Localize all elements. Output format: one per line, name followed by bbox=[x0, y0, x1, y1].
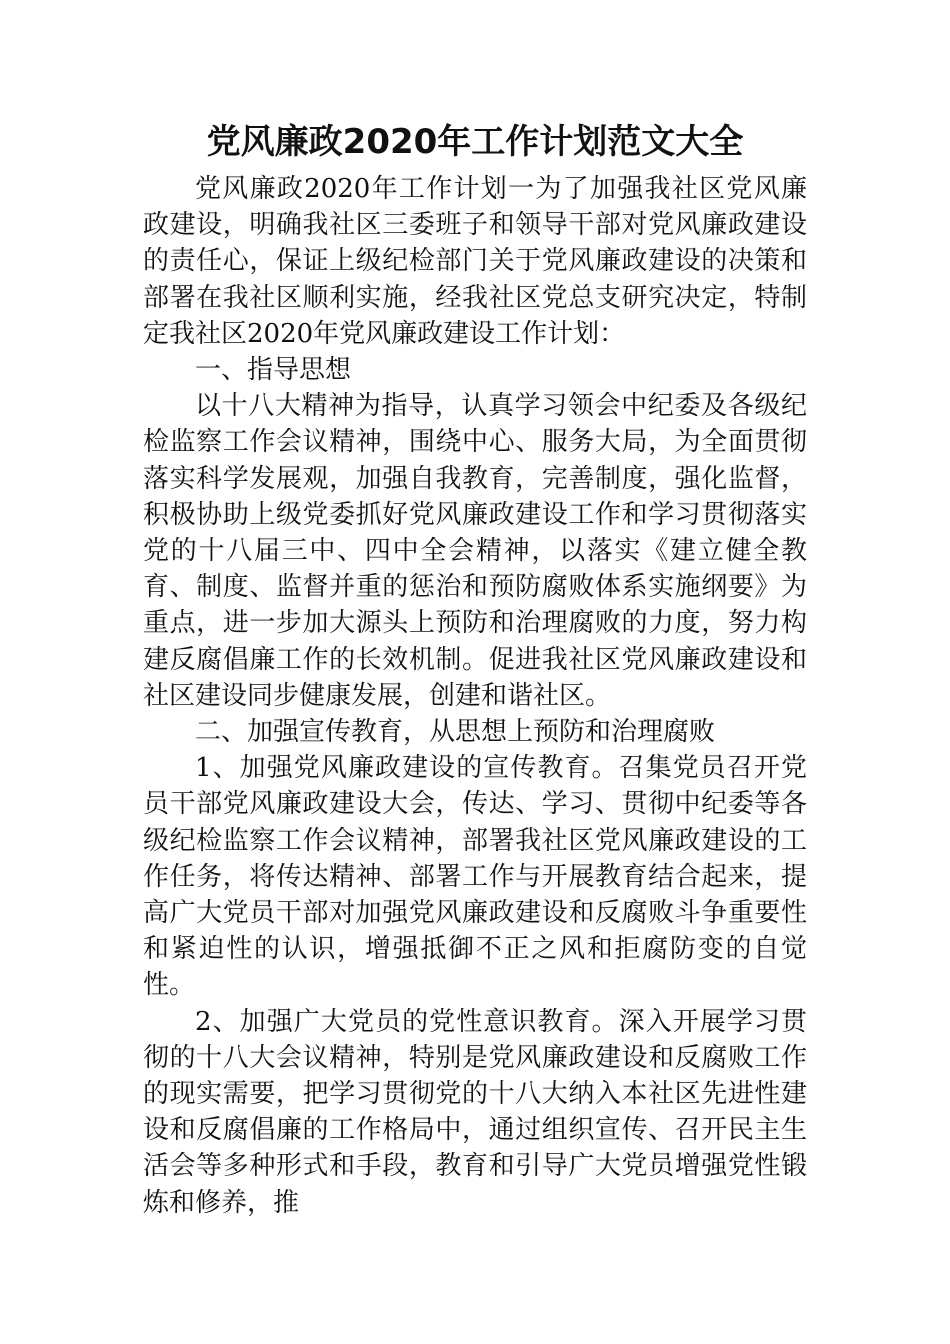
guiding-thought-paragraph: 以十八大精神为指导，认真学习领会中纪委及各级纪检监察工作会议精神，围绕中心、服务大局，为全面贯彻落实科学发展观，加强自我教育，完善制度，强化监督，积极协助上级党委抓好党风廉政建设工作和学习贯彻落实党的十八届三中、四中全会精神，以落实《建立健全教育、制度、监督并重的惩治和预防腐败体系实施纲要》为重点，进一步加大源头上预防和治理腐败的力度，努力构建反腐倡廉工作的长效机制。促进我社区党风廉政建设和社区建设同步健康发展，创建和谐社区。 bbox=[143, 391, 807, 711]
document-body bbox=[143, 171, 807, 1221]
section-heading-publicity-education: 二、加强宣传教育，从思想上预防和治理腐败 bbox=[195, 717, 716, 748]
item-1-paragraph: 1、加强党风廉政建设的宣传教育。召集党员召开党员干部党风廉政建设大会，传达、学习、贯彻中纪委等各级纪检监察工作会议精神，部署我社区党风廉政建设的工作任务，将传达精神、部署工作与开展教育结合起来，提高广大党员干部对加强党风廉政建设和反腐败斗争重要性和紧迫性的认识，增强抵御不正之风和拒腐防变的自觉性。 bbox=[143, 753, 807, 1001]
item-2-paragraph: 2、加强广大党员的党性意识教育。深入开展学习贯彻的十八大会议精神，特别是党风廉政建设和反腐败工作的现实需要，把学习贯彻党的十八大纳入本社区先进性建设和反腐倡廉的工作格局中，通过组织宣传、召开民主生活会等多种形式和手段，教育和引导广大党员增强党性锻炼和修养，推 bbox=[143, 1006, 807, 1218]
section-heading-guiding-thought: 一、指导思想 bbox=[195, 355, 352, 386]
intro-paragraph: 党风廉政2020年工作计划一为了加强我社区党风廉政建设，明确我社区三委班子和领导干部对党风廉政建设的责任心，保证上级纪检部门关于党风廉政建设的决策和部署在我社区顺利实施，经我社区党总支研究决定，特制定我社区2020年党风廉政建设工作计划： bbox=[143, 174, 807, 349]
document-title: 党风廉政2020年工作计划范文大全 bbox=[206, 122, 744, 162]
